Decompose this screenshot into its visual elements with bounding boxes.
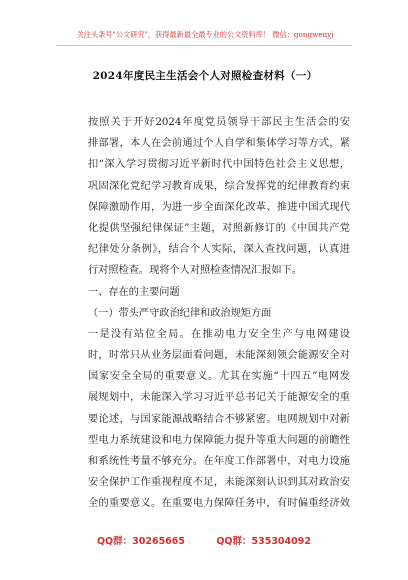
header-banner: 关注头条号"公文研究"，获得最新最全最专业的公文资料库！ 微信：gongwenyj xyxy=(76,30,334,39)
footer-qq-group-2: QQ群：535304092 xyxy=(216,536,311,547)
paragraph-line: 化提供坚强纪律保证”主题，对照新修订的《中国共产党 xyxy=(88,222,350,234)
paragraph-line: 型电力系统建设和电力保障能力提升等重大问题的前瞻性 xyxy=(88,434,350,446)
section-heading: 一、存在的主要问题 xyxy=(88,286,180,298)
paragraph-line: 全的重要意义。在重要电力保障任务中，有时偏重经济效 xyxy=(88,498,350,510)
paragraph-line: 国家安全全局的重要意义。尤其在实施“十四五”电网发 xyxy=(88,371,350,383)
paragraph-line: 按照关于开好2024年度党员领导干部民主生活会的安 xyxy=(88,117,350,128)
paragraph-2 xyxy=(88,324,350,515)
paragraph-line: 行对照检查。现将个人对照检查情况汇报如下。 xyxy=(88,265,302,277)
paragraph-line: 要论述，与国家能源战略结合不够紧密。电网规划中对新 xyxy=(88,413,350,425)
paragraph-line: 安全保护工作重视程度不足，未能深刻认识到其对政治安 xyxy=(88,477,350,489)
paragraph-line: 保障激励作用，为进一步全面深化改革、推进中国式现代 xyxy=(88,201,350,213)
document-title: 2024年度民主生活会个人对照检查材料（一） xyxy=(92,70,318,82)
footer-contact xyxy=(0,533,408,547)
paragraph-line: 排部署，本人在会前通过个人自学和集体学习等方式，紧 xyxy=(88,138,350,150)
document-body xyxy=(88,112,350,515)
paragraph-line: 时，时常只从业务层面看问题，未能深刻领会能源安全对 xyxy=(88,350,350,362)
footer-qq-group-1: QQ群：30265665 xyxy=(96,536,186,547)
header-divider xyxy=(56,45,352,46)
paragraph-line: 和系统性考量不够充分。在年度工作部署中，对电力设施 xyxy=(88,456,350,467)
paragraph-1 xyxy=(88,112,350,282)
paragraph-line: 展规划中，未能深入学习习近平总书记关于能源安全的重 xyxy=(88,392,350,404)
paragraph-line: 巩固深化党纪学习教育成果，综合发挥党的纪律教育约束 xyxy=(88,180,350,192)
paragraph-line: 扣“深入学习贯彻习近平新时代中国特色社会主义思想， xyxy=(88,159,350,171)
paragraph-line: 纪律处分条例》，结合个人实际，深入查找问题，认真进 xyxy=(88,244,350,256)
subsection-heading: （一）带头严守政治纪律和政治规矩方面 xyxy=(88,307,272,319)
paragraph-line: 一是没有站位全局。在推动电力安全生产与电网建设 xyxy=(88,328,350,340)
